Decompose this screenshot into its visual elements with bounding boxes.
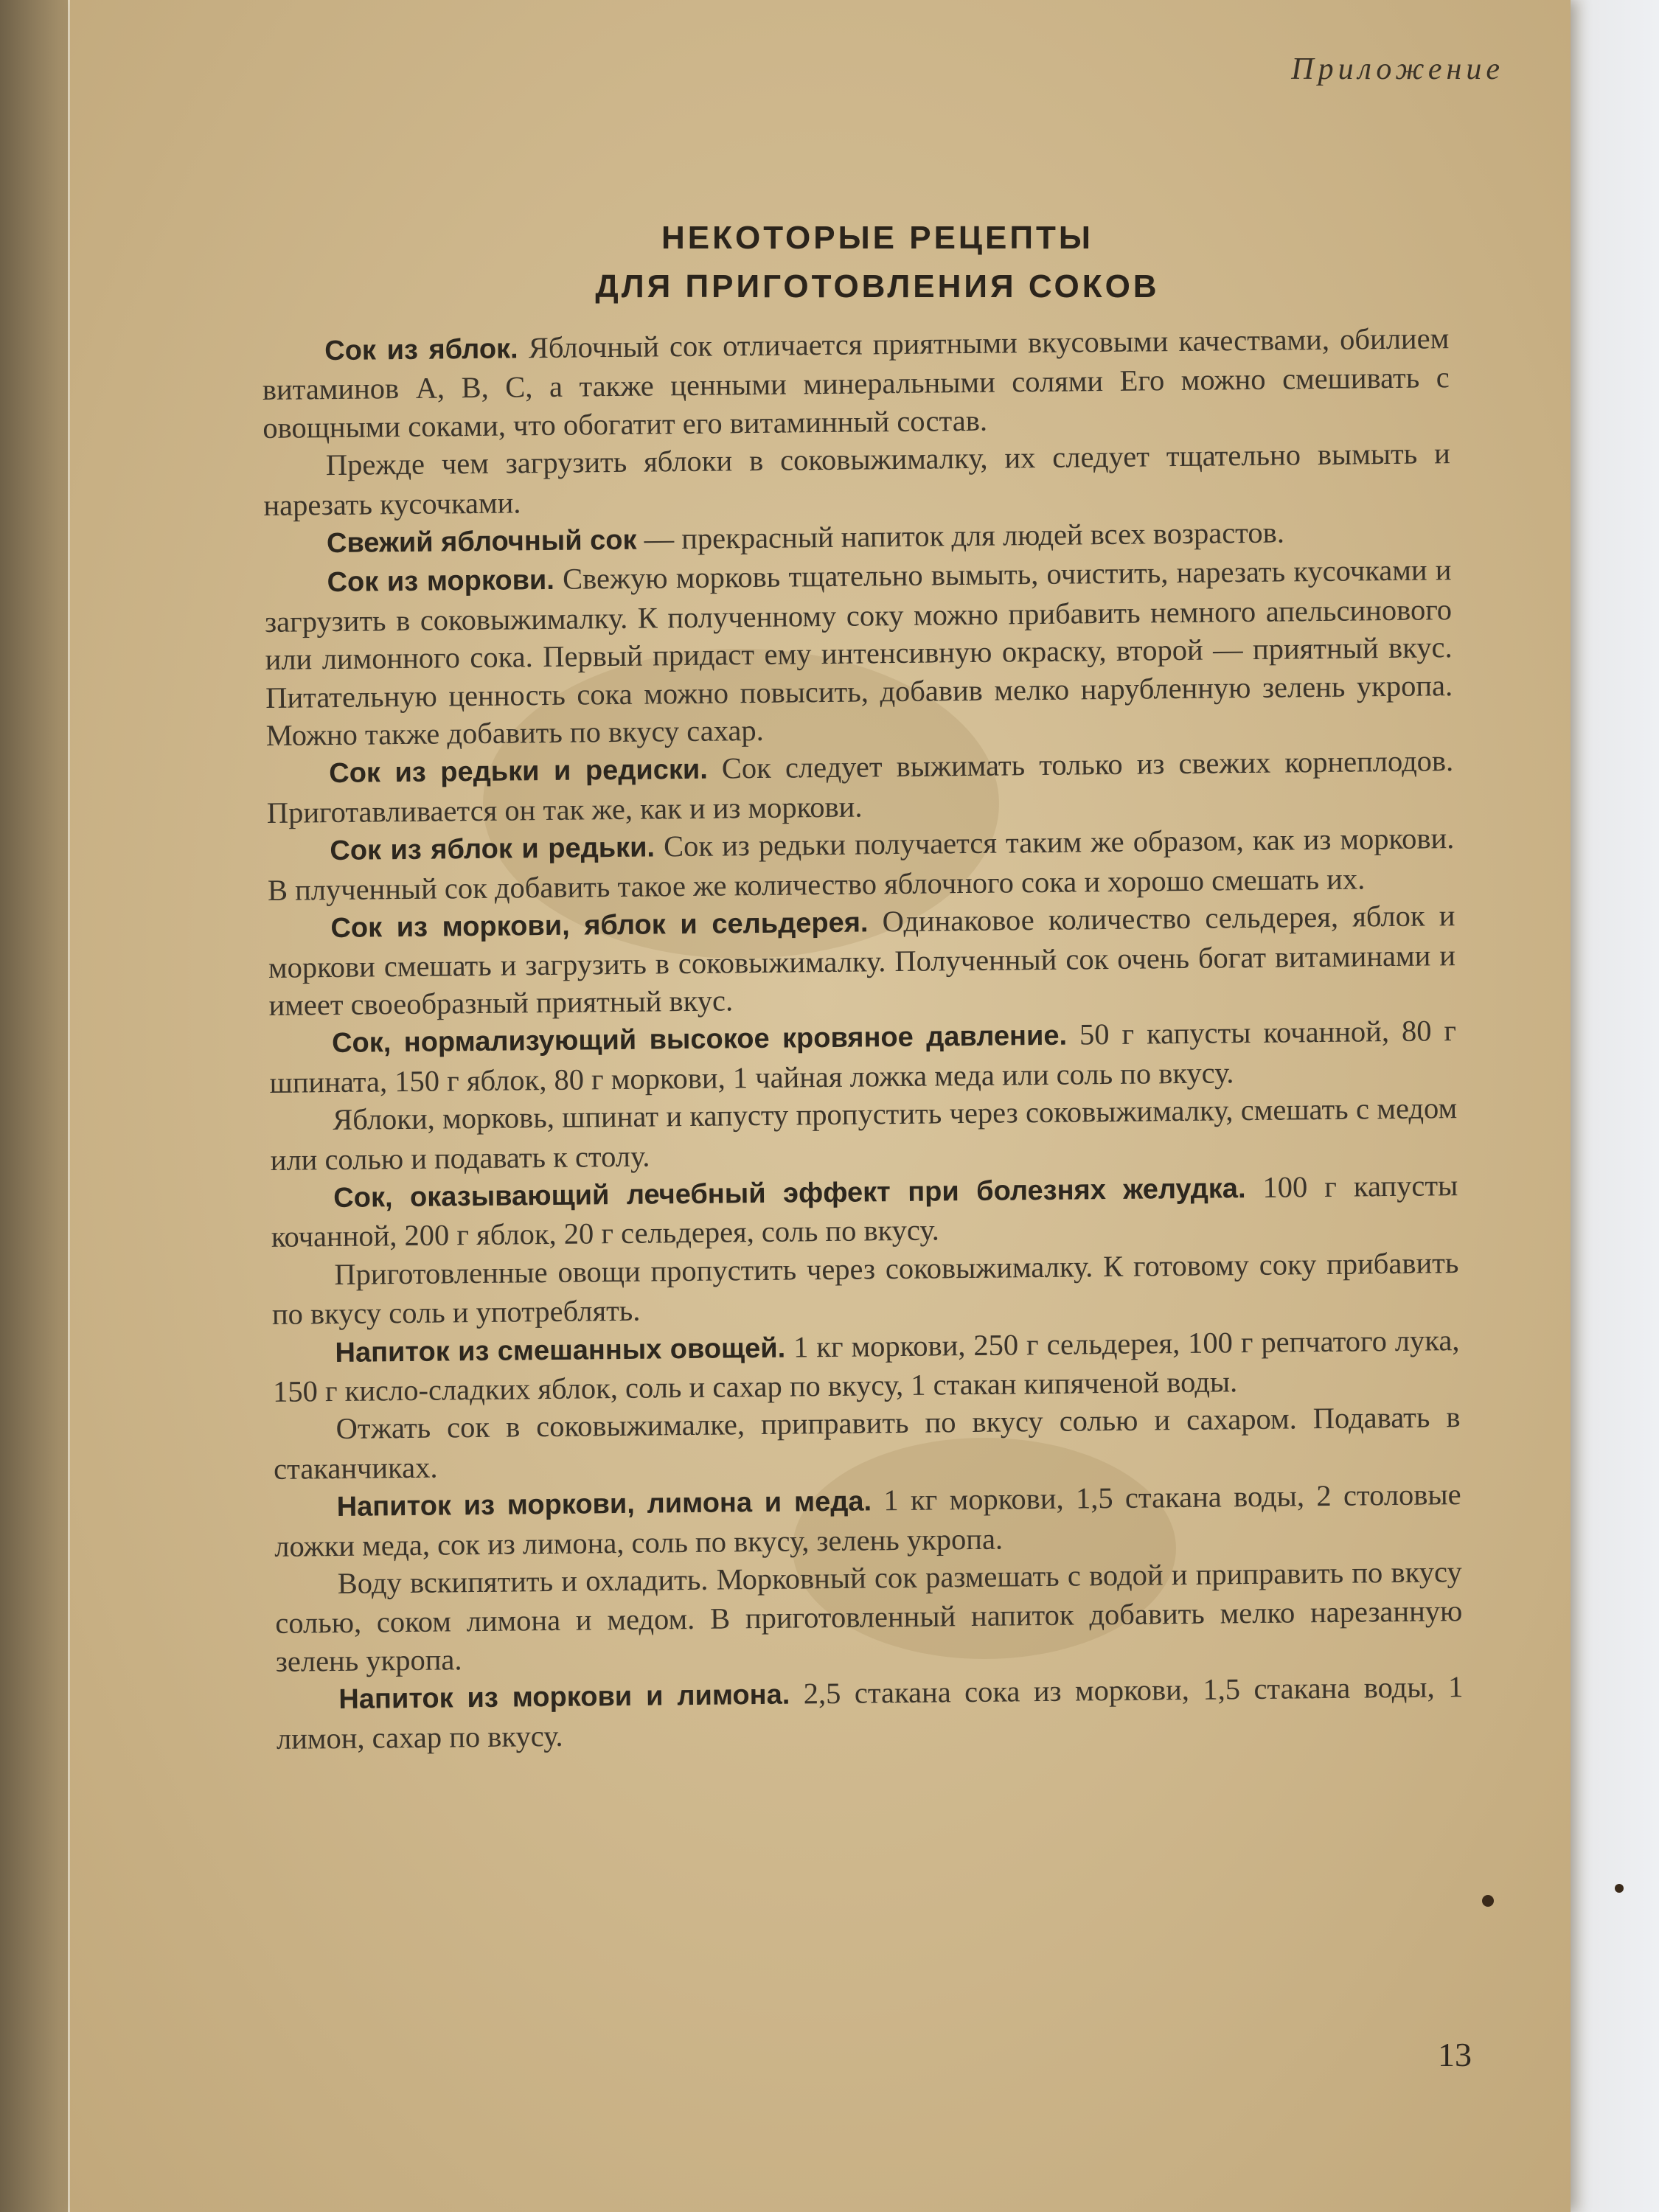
- paragraph-text: Свежую морковь тщательно вымыть, очистить, нарезать кусочками и загрузить в соковыжималку. К полученному соку можно прибавить немного апельсинового или лимонного сока. Первый придаст ему интенсивную окраску, второй — приятный вкус. Питательную ценность сока можно повысить, добавив мелко нарубленную зелень укропа. Можно также добавить по вкусу сахар.: [264, 553, 1453, 753]
- recipe-heading: Напиток из смешанных овощей.: [335, 1332, 786, 1368]
- paragraph: [275, 1553, 1464, 1680]
- title-line-1: НЕКОТОРЫЕ РЕЦЕПТЫ: [661, 220, 1093, 256]
- paragraph-text: Прежде чем загрузить яблоки в соковыжималку, их следует тщательно вымыть и нарезать кусочками.: [263, 437, 1451, 522]
- paragraph: [266, 742, 1454, 832]
- paragraph: [270, 1089, 1458, 1179]
- paragraph-text: Яблочный сок отличается приятными вкусовыми качествами, обилием витаминов А, В, С, а также ценными минеральными солями Его можно смешивать с овощными соками, что обогатит его витаминный состав.: [262, 321, 1450, 445]
- recipe-heading: Сок, нормализующий высокое кровяное давление.: [331, 1020, 1068, 1060]
- page-title: [0, 214, 1659, 311]
- paragraph-text: Приготовленные овощи пропустить через соковыжималку. К готовому соку прибавить по вкусу соль и употреблять.: [271, 1245, 1459, 1332]
- recipe-heading: Сок из моркови, яблок и сельдерея.: [330, 907, 869, 945]
- recipe-heading: Напиток из моркови, лимона и меда.: [336, 1486, 872, 1523]
- paragraph-text: 1 кг моркови, 250 г сельдерея, 100 г репчатого лука, 150 г кисло-сладких яблок, соль и сахар по вкусу, 1 стакан кипяченой воды.: [272, 1323, 1460, 1408]
- recipe-heading: Напиток из моркови и лимона.: [338, 1679, 790, 1716]
- paragraph: [267, 819, 1455, 909]
- paragraph: [264, 552, 1453, 755]
- paragraph-text: 100 г капусты кочанной, 200 г яблок, 20 г сельдерея, соль по вкусу.: [271, 1169, 1458, 1254]
- paragraph: [271, 1166, 1458, 1256]
- recipe-heading: Сок, оказывающий лечебный эффект при болезнях желудка.: [333, 1173, 1246, 1214]
- paragraph-text: Одинаковое количество сельдерея, яблок и моркови смешать и загрузить в соковыжималку. Полученный сок очень богат витаминами и имеет своеобразный приятный вкус.: [268, 899, 1456, 1022]
- paragraph-text: 1 кг моркови, 1,5 стакана воды, 2 столовые ложки меда, сок из лимона, соль по вкусу, зелень укропа.: [274, 1478, 1461, 1563]
- paragraph-text: Яблоки, морковь, шпинат и капусту пропустить через соковыжималку, смешать с медом или солью и подавать к столу.: [270, 1091, 1458, 1177]
- paragraph-text: — прекрасный напиток для людей всех возрастов.: [636, 515, 1285, 556]
- paragraph: [262, 319, 1450, 447]
- recipe-heading: Сок из яблок.: [324, 333, 518, 367]
- page-number: 13: [1438, 2036, 1472, 2073]
- paragraph: [268, 897, 1456, 1024]
- paragraph-text: Воду вскипятить и охладить. Морковный сок размешать с водой и приправить по вкусу солью, соком лимона и медом. В приготовленный напиток добавить мелко нарезанную зелень укропа.: [275, 1555, 1463, 1678]
- paragraph: [263, 434, 1451, 524]
- paragraph: [274, 1475, 1461, 1565]
- paragraph: [273, 1398, 1461, 1488]
- paragraph: [272, 1321, 1460, 1411]
- paragraph-text: Сок из редьки получается таким же образом, как из моркови. В плученный сок добавить такое же количество яблочного сока и хорошо смешать их.: [267, 821, 1455, 907]
- paragraph-text: Отжать сок в соковыжималке, приправить по вкусу солью и сахаром. Подавать в стаканчиках.: [273, 1400, 1461, 1486]
- ink-spot: [1615, 1884, 1624, 1893]
- ink-spot: [1482, 1895, 1494, 1907]
- title-line-2: ДЛЯ ПРИГОТОВЛЕНИЯ СОКОВ: [595, 268, 1160, 305]
- recipe-heading: Сок из редьки и редиски.: [329, 754, 709, 790]
- paragraph: [276, 1668, 1464, 1758]
- recipe-heading: Сок из яблок и редьки.: [330, 832, 655, 867]
- paragraph-text: 2,5 стакана сока из моркови, 1,5 стакана воды, 1 лимон, сахар по вкусу.: [276, 1670, 1464, 1756]
- recipe-text: [262, 319, 1464, 1758]
- paragraph: [271, 1244, 1459, 1334]
- recipe-heading: Свежий яблочный сок: [326, 524, 637, 560]
- paragraph-text: 50 г капусты кочанной, 80 г шпината, 150 г яблок, 80 г моркови, 1 чайная ложка меда или соль по вкусу.: [269, 1014, 1457, 1099]
- paragraph: [269, 1012, 1457, 1102]
- running-head: Приложение: [1291, 52, 1504, 86]
- recipe-heading: Сок из моркови.: [327, 565, 555, 599]
- paragraph-text: Сок следует выжимать только из свежих корнеплодов. Приготавливается он так же, как и из моркови.: [266, 744, 1454, 830]
